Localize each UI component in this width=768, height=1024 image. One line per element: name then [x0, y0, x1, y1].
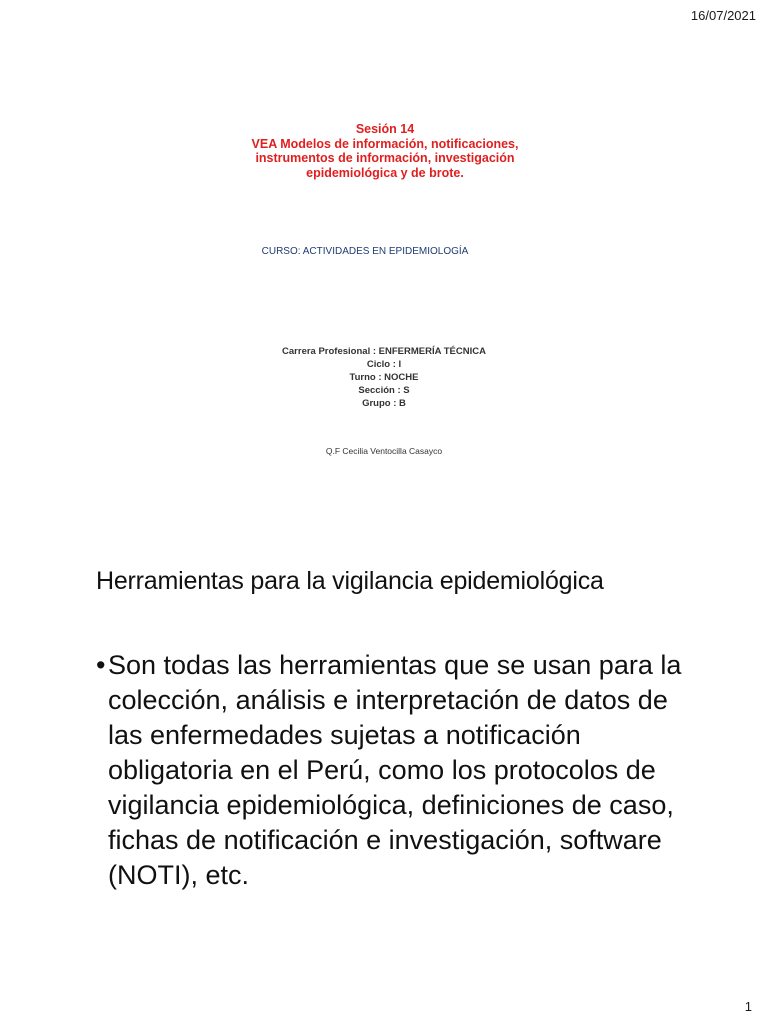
shift-label: Turno : NOCHE	[349, 372, 419, 383]
slide-heading: Herramientas para la vigilancia epidemiológica	[96, 567, 604, 595]
cycle-label: Ciclo : I	[366, 359, 402, 370]
session-title-line-3: epidemiológica y de brote.	[306, 165, 464, 180]
session-title-line-2: instrumentos de información, investigación	[255, 151, 515, 165]
bullet-icon: •	[96, 650, 106, 680]
bullet-text: Son todas las herramientas que se usan para la colección, análisis e interpretación de datos de las enfermedades sujetas a notificación obligatoria en el Perú, como los protocolos de vigilancia epidemiológica, definiciones de caso, fichas de notificación e investigación, software (NOTI), etc.	[108, 650, 682, 890]
bullet-paragraph	[96, 648, 696, 893]
page-date: 16/07/2021	[690, 8, 756, 23]
section-label: Sección : S	[358, 385, 410, 396]
course-name: CURSO: ACTIVIDADES EN EPIDEMIOLOGÍA	[261, 246, 469, 257]
session-number: Sesión 14	[355, 122, 415, 136]
page-number: 1	[744, 999, 752, 1014]
teacher-name: Q.F Cecilia Ventocilla Casayco	[325, 446, 443, 456]
career-info	[0, 345, 768, 410]
career-label: Carrera Profesional : ENFERMERÍA TÉCNICA	[282, 346, 486, 357]
slide-title	[150, 122, 620, 180]
group-label: Grupo : B	[362, 398, 406, 409]
session-title-line-1: VEA Modelos de información, notificaciones,	[251, 136, 519, 151]
